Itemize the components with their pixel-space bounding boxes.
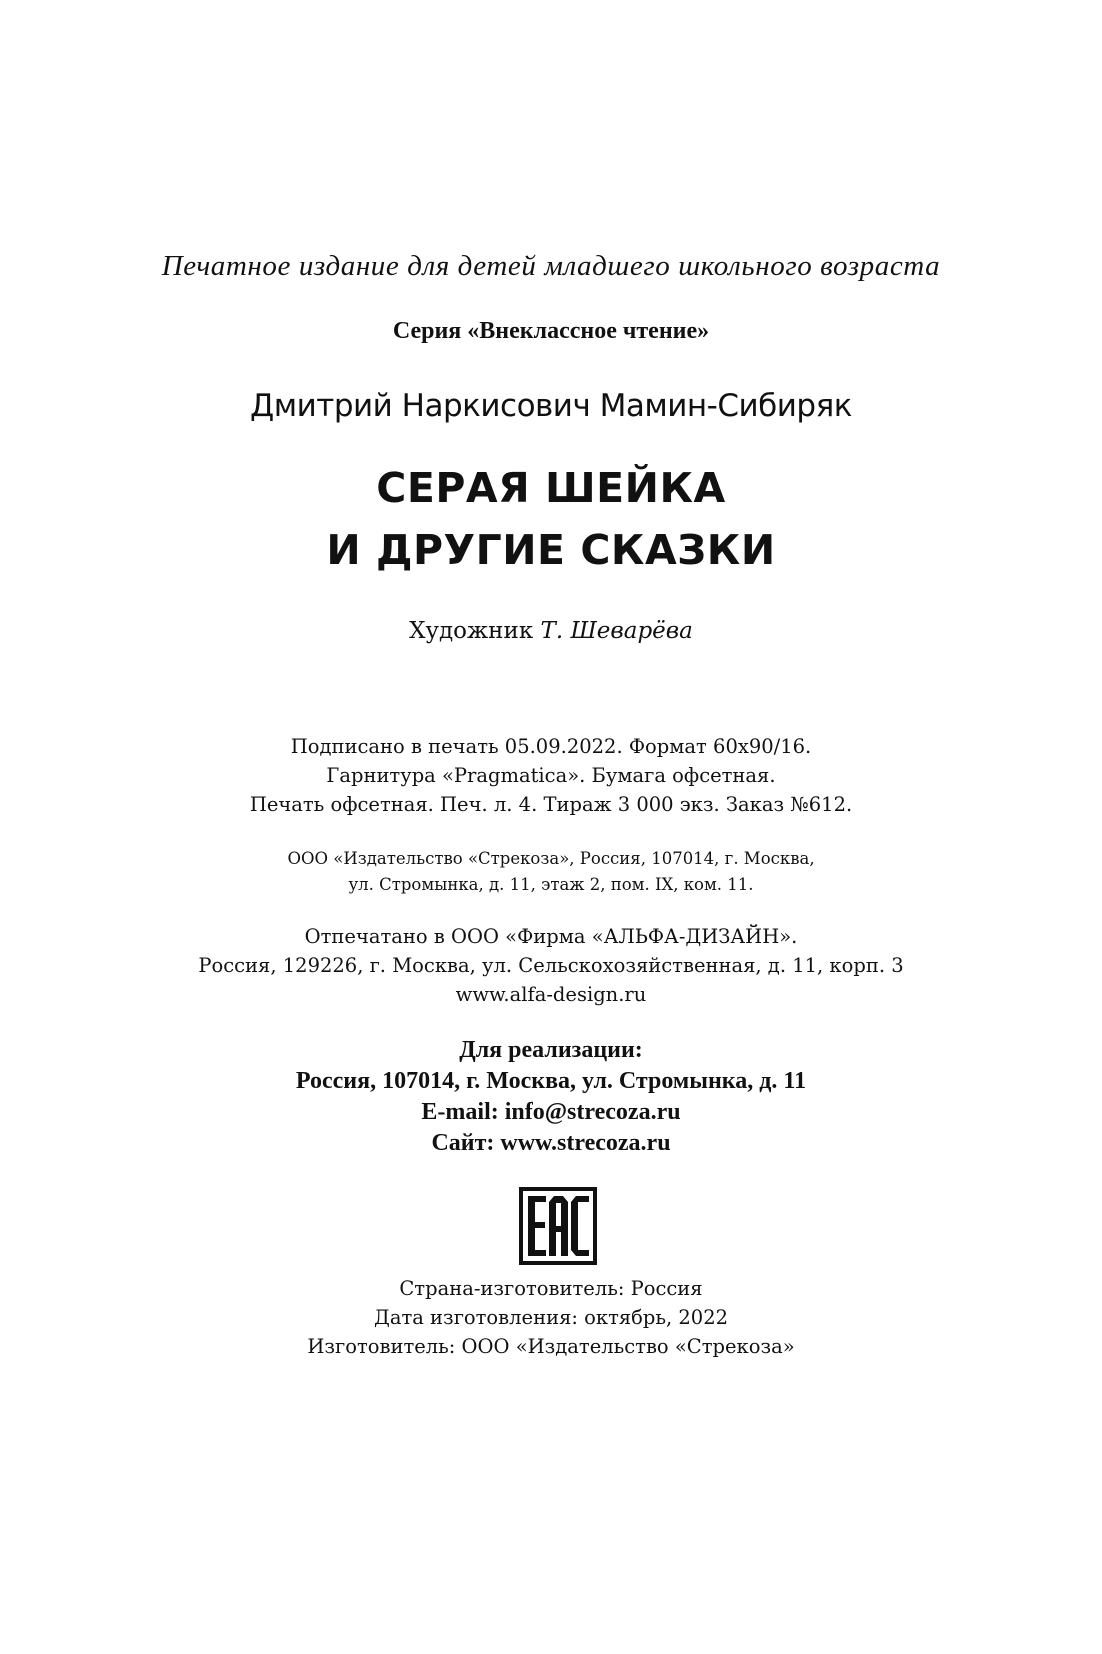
sales-address: Россия, 107014, г. Москва, ул. Стромынка, д. 11 xyxy=(295,1068,807,1094)
sales-email: E-mail: info@strecoza.ru xyxy=(421,1099,681,1125)
author-name: Дмитрий Наркисович Мамин-Сибиряк xyxy=(250,388,852,424)
manufacture-date: Дата изготовления: октябрь, 2022 xyxy=(373,1306,729,1329)
publisher-line: ООО «Издательство «Стрекоза», Россия, 107014, г. Москва, xyxy=(287,849,815,868)
series-name: Серия «Внеклассное чтение» xyxy=(392,318,710,344)
manufacturer: Изготовитель: ООО «Издательство «Стрекоза» xyxy=(307,1335,795,1358)
artist-name: Т. Шеварёва xyxy=(540,618,693,644)
printer-website: www.alfa-design.ru xyxy=(455,983,647,1006)
artist-credit xyxy=(0,618,1102,644)
audience-note: Печатное издание для детей младшего школьного возраста xyxy=(161,250,941,282)
printer-line: Россия, 129226, г. Москва, ул. Сельскохозяйственная, д. 11, корп. 3 xyxy=(198,954,904,977)
eac-certification-mark-icon xyxy=(519,1187,597,1265)
print-info-line: Гарнитура «Pragmatica». Бумага офсетная. xyxy=(326,764,776,787)
book-title-line-1: СЕРАЯ ШЕЙКА xyxy=(376,464,726,512)
artist-label: Художник xyxy=(409,618,541,644)
sales-website: Сайт: www.strecoza.ru xyxy=(431,1130,671,1156)
book-title-line-2: И ДРУГИЕ СКАЗКИ xyxy=(326,526,776,574)
print-info-line: Печать офсетная. Печ. л. 4. Тираж 3 000 экз. Заказ №612. xyxy=(249,793,853,816)
sales-heading: Для реализации: xyxy=(459,1037,643,1063)
print-info-line: Подписано в печать 05.09.2022. Формат 60х90/16. xyxy=(290,735,812,758)
manufacture-country: Страна-изготовитель: Россия xyxy=(399,1277,703,1300)
printer-line: Отпечатано в ООО «Фирма «АЛЬФА-ДИЗАЙН». xyxy=(304,925,798,948)
publisher-line: ул. Стромынка, д. 11, этаж 2, пом. IX, ком. 11. xyxy=(348,875,754,894)
